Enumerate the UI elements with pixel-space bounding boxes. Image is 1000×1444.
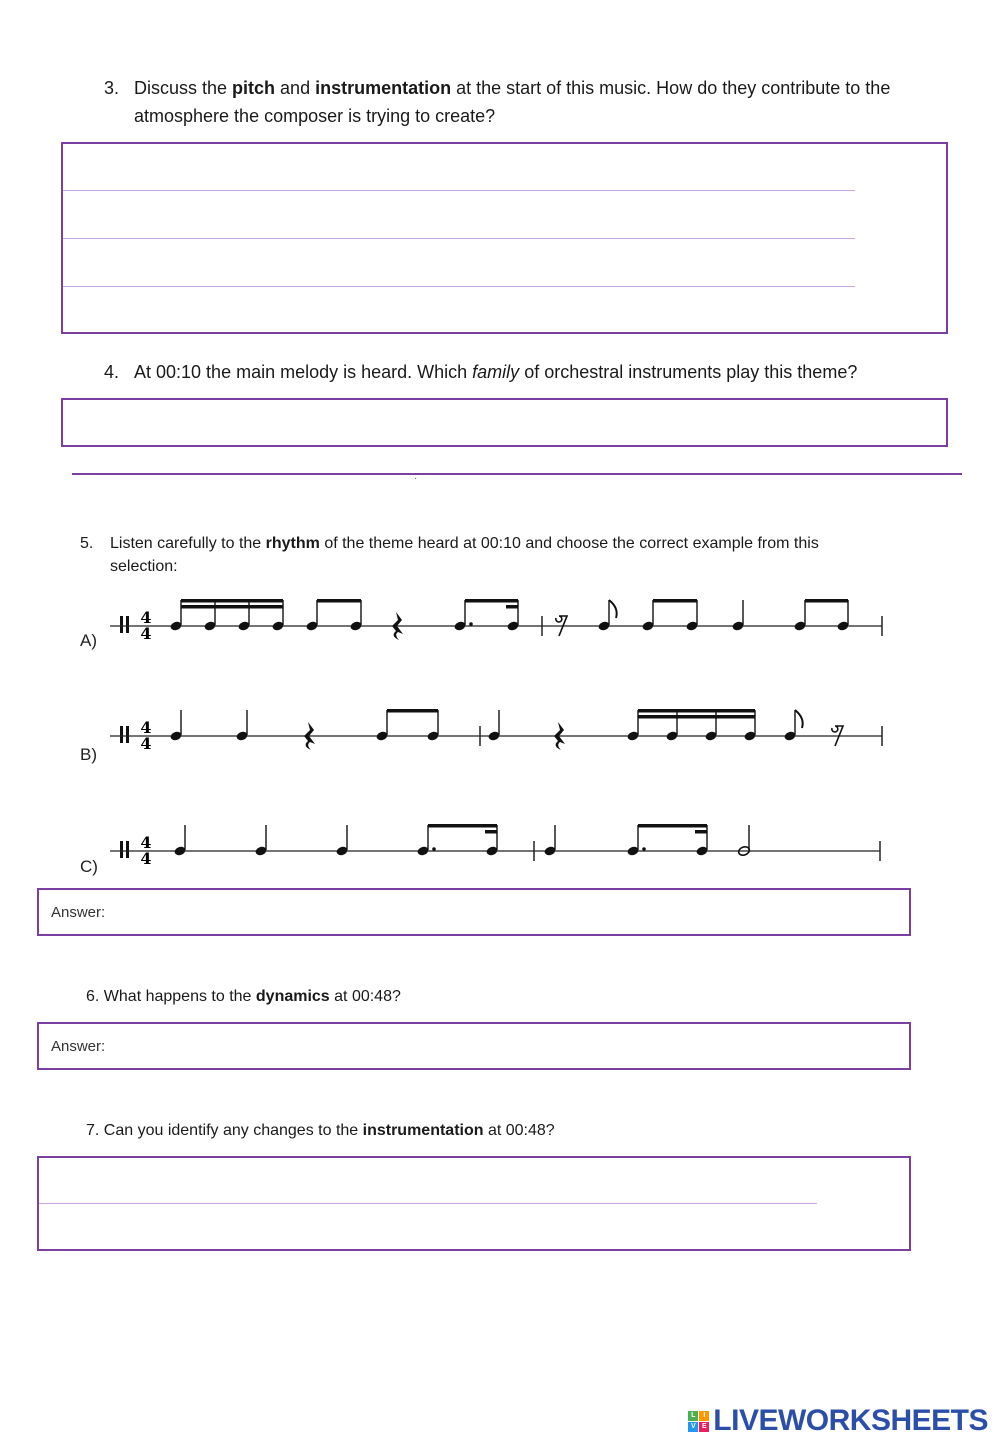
eighth-note-pair <box>641 599 698 632</box>
dotted-rhythm <box>626 824 708 857</box>
answer-box-q6[interactable] <box>37 1022 911 1070</box>
option-a-label: A) <box>80 631 97 650</box>
page-marker: · <box>414 473 418 484</box>
answer-box-q4[interactable] <box>61 398 948 447</box>
half-note <box>737 825 750 857</box>
answer-box-q5[interactable] <box>37 888 911 936</box>
quarter-note <box>235 710 248 742</box>
sixteenth-note-group <box>169 599 284 632</box>
time-signature-bottom: 4 <box>140 734 152 753</box>
question-4: 4. At 00:10 the main melody is heard. Which family of orchestral instruments play this theme? <box>104 358 944 386</box>
quarter-note <box>335 825 348 857</box>
answer-label: Answer: <box>51 1038 106 1055</box>
liveworksheets-logo <box>688 1404 988 1438</box>
brand-name: LIVEWORKSHEETS <box>713 1404 988 1437</box>
writing-line <box>63 238 855 239</box>
percussion-clef-icon <box>120 616 129 633</box>
time-signature-bottom: 4 <box>140 849 152 868</box>
rhythm-option-c <box>110 821 900 881</box>
sixteenth-note-group <box>626 709 756 742</box>
question-5: 5. Listen carefully to the rhythm of the theme heard at 00:10 and choose the correct example from this selection: <box>80 532 900 578</box>
percussion-clef-icon <box>120 841 129 858</box>
option-b-label: B) <box>80 745 97 764</box>
dotted-rhythm <box>416 824 498 857</box>
page-separator <box>72 473 962 475</box>
answer-box-q7[interactable] <box>37 1156 911 1251</box>
time-signature-top: 4 <box>140 608 152 627</box>
time-signature-top: 4 <box>140 718 152 737</box>
eighth-note-pair <box>793 599 849 632</box>
quarter-note <box>173 825 186 857</box>
question-number: 3. <box>104 78 120 98</box>
writing-line <box>63 190 855 191</box>
question-6: 6. What happens to the dynamics at 00:48? <box>86 988 401 1005</box>
writing-line <box>63 286 855 287</box>
answer-label: Answer: <box>51 904 106 921</box>
option-c-label: C) <box>80 857 98 876</box>
quarter-note <box>254 825 267 857</box>
time-signature-bottom: 4 <box>140 624 152 643</box>
rhythm-option-b <box>110 706 900 766</box>
question-number: 4. <box>104 362 120 382</box>
quarter-note <box>731 600 744 632</box>
eighth-note-pair <box>305 599 362 632</box>
question-3: 3. Discuss the pitch and instrumentation at the start of this music. How do they contribute to the atmosphere the composer is trying to create? <box>104 74 944 130</box>
eighth-note <box>783 710 802 742</box>
question-number: 5. <box>80 535 94 552</box>
quarter-note <box>543 825 556 857</box>
eighth-note <box>597 600 616 632</box>
dotted-rhythm <box>453 599 519 632</box>
writing-line <box>39 1203 817 1204</box>
answer-box-q3[interactable] <box>61 142 948 334</box>
logo-mark-icon: L I V E <box>688 1411 709 1432</box>
percussion-clef-icon <box>120 726 129 743</box>
rhythm-option-a <box>110 596 900 656</box>
eighth-note-pair <box>375 709 439 742</box>
quarter-note <box>487 710 500 742</box>
time-signature-top: 4 <box>140 833 152 852</box>
question-7: 7. Can you identify any changes to the instrumentation at 00:48? <box>86 1122 555 1139</box>
quarter-note <box>169 710 182 742</box>
